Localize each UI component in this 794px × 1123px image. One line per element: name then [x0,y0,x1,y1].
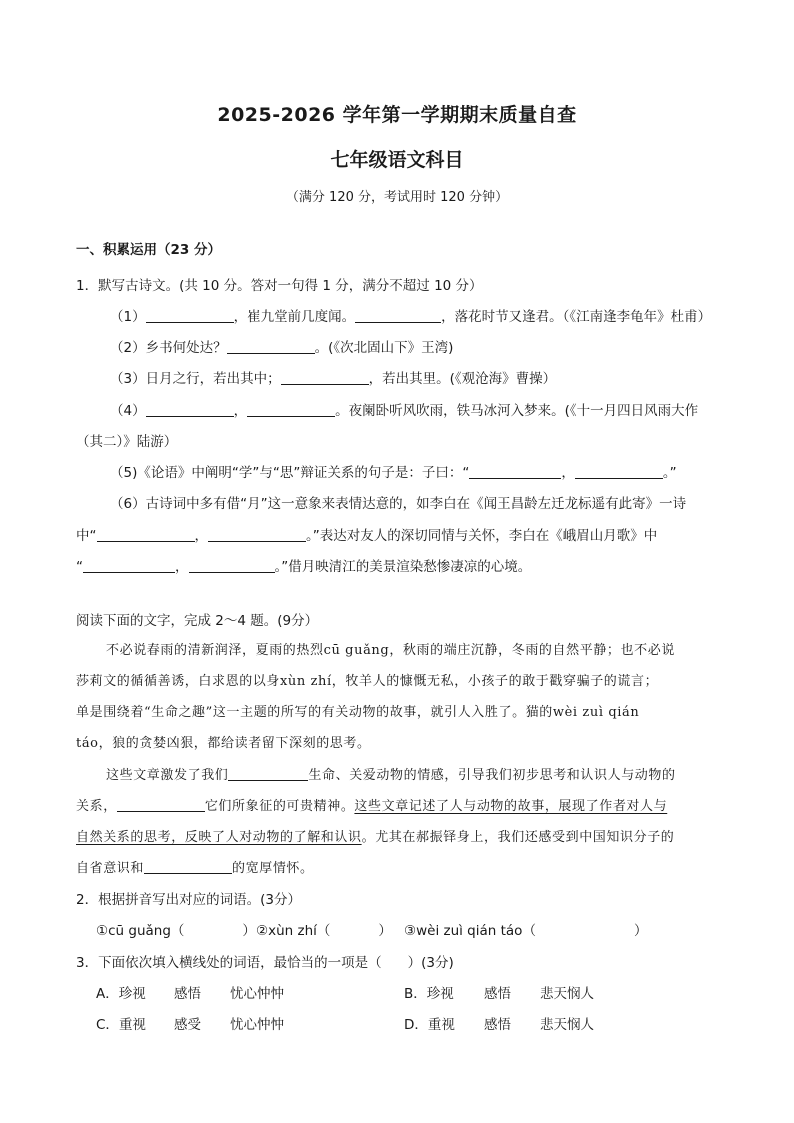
option-letter: C． [96,1017,119,1033]
q1-sub2 [110,338,453,358]
answer-blank[interactable] [227,339,315,354]
q3-stem-a: 3．下面依次填入横线处的词语，最恰当的一项是（ [76,955,382,971]
option-word: 忧心忡忡 [230,1017,284,1033]
q2-stem: 2．根据拼音写出对应的词语。(3分） [76,892,301,908]
option-word: 感悟 [484,1017,511,1033]
q1-sub6-c: “ [76,559,83,575]
q2-item-b [256,921,392,941]
q2-item-b-label: ②xùn zhí（ [256,923,331,939]
q1-sub4 [110,401,698,421]
q1-sub4-end: 。夜阑卧听风吹雨，铁马冰河入梦来。(《十一月四日风雨大作 [335,403,699,419]
q1-sub4-cont: （其二）》陆游） [76,434,178,450]
q3-option-a[interactable] [96,984,146,1004]
q1-sub2-b: 。(《次北固山下》王湾) [314,340,454,356]
q1-sub1-num: （1） [110,309,146,325]
exam-note: （满分 120 分，考试用时 120 分钟） [285,190,509,205]
q2-item-a-label: ①cū guǎng（ [96,923,185,939]
passage-p2-line4 [76,859,314,879]
q2-item-c [404,921,647,941]
answer-blank[interactable] [228,766,308,781]
answer-blank[interactable] [189,558,275,573]
answer-blank[interactable] [144,859,232,874]
passage-p1-line1: 不必说春雨的清新润泽，夏雨的热烈cū guǎng，秋雨的端庄沉静，冬雨的自然平静；也不必说 [106,643,675,658]
q1-sub6-b: 。”表达对友人的深切同情与关怀，李白在《峨眉山月歌》中 [306,528,658,544]
answer-blank[interactable] [281,370,369,385]
q2-item-a [96,921,256,941]
underlined-sentence: 这些文章记述了人与动物的故事，展现了作者对人与 [354,799,668,814]
passage-p2-text: 。尤其在郝振铎身上，我们还感受到中国知识分子的 [361,830,675,845]
q1-sub2-a: （2）乡书何处达？ [110,340,227,356]
answer-blank[interactable] [575,464,663,479]
option-word: 珍视 [426,986,454,1002]
q1-sub6-d: 。”借月映清江的美景渲染愁惨凄凉的心境。 [274,559,532,575]
option-letter: B． [404,986,427,1002]
passage-p2-text: 它们所象征的可贵精神。 [204,799,355,814]
q1-sub5 [110,463,677,483]
passage-p2-text: 自省意识和 [76,861,145,876]
section-heading: 一、积累运用（23 分） [76,242,221,258]
passage-p2-line3 [76,828,674,848]
option-letter: D． [404,1017,428,1033]
passage-p2-text: 关系， [76,799,117,814]
option-word: 重视 [427,1017,455,1033]
q3-option-b[interactable] [404,984,454,1004]
q3-stem [76,953,454,973]
underlined-sentence: 自然关系的思考，反映了人对动物的了解和认识 [76,830,362,845]
q2-item-a-close: ） [242,923,256,939]
q1-sub3-a: （3）日月之行，若出其中； [110,371,281,387]
option-word: 感悟 [484,986,511,1002]
reading-intro: 阅读下面的文字，完成 2～4 题。(9分） [76,613,319,629]
q1-sub3 [110,369,556,389]
q2-item-b-close: ） [378,923,392,939]
q2-item-c-label: ③wèi zuì qián táo（ [404,923,536,939]
q1-sub6-a: 中“ [76,528,97,544]
passage-p2-text: 这些文章激发了我们 [106,768,229,783]
option-word: 珍视 [118,986,146,1002]
q1-sub4-sep: ， [233,403,248,419]
option-letter: A． [96,986,119,1002]
q1-sub1-end: ，落花时节又逢君。（《江南逢李龟年》杜甫） [441,309,712,325]
passage-p2-text: 生命、关爱动物的情感，引导我们初步思考和认识人与动物的 [308,768,676,783]
q1-sub4-num: （4） [110,403,146,419]
passage-p1-line3: 单是围绕着“生命之趣”这一主题的所写的有关动物的故事，就引人入胜了。猫的wèi zuì qián [76,705,640,720]
q1-sub6-sep2: ， [175,559,189,575]
answer-blank[interactable] [469,464,561,479]
q1-sub3-b: ，若出其里。(《观沧海》曹操） [368,371,557,387]
q1-sub1-mid: ，崔九堂前几度闻。 [233,309,356,325]
passage-p2-line1 [106,766,676,786]
answer-blank[interactable] [247,402,335,417]
option-word: 感悟 [174,986,201,1002]
answer-blank[interactable] [355,308,441,323]
answer-blank[interactable] [208,527,306,542]
q1-sub5-a: （5)《论语》中阐明“学”与“思”辩证关系的句子是：子曰：“ [110,465,470,481]
q1-sub6-sep: ， [194,528,208,544]
q2-item-c-close: ） [633,923,648,939]
q1-sub1 [110,307,711,327]
q1-sub6-line3 [76,557,531,577]
passage-p2-text: 的宽厚情怀。 [232,861,314,876]
q1-sub6-line2 [76,526,657,546]
answer-blank[interactable] [146,308,234,323]
answer-blank[interactable] [97,527,195,542]
option-word: 重视 [118,1017,146,1033]
q1-sub5-end: 。” [662,465,677,481]
q3-option-c[interactable] [96,1015,146,1035]
q3-option-d[interactable] [404,1015,455,1035]
passage-p1-line4: táo，狼的贪婪凶狠，都给读者留下深刻的思考。 [76,736,371,751]
option-word: 悲天悯人 [540,1017,594,1033]
exam-subtitle: 七年级语文科目 [330,149,464,171]
q1-sub6-line1: （6）古诗词中多有借“月”这一意象来表情达意的，如李白在《闻王昌龄左迁龙标遥有此寄》一诗 [110,496,687,512]
exam-title: 2025-2026 学年第一学期期末质量自查 [217,104,577,126]
answer-blank[interactable] [117,797,205,812]
q3-stem-b: ）(3分) [407,955,454,971]
option-word: 悲天悯人 [540,986,594,1002]
q1-sub5-sep: ， [561,465,575,481]
answer-blank[interactable] [83,558,175,573]
q1-stem: 1．默写古诗文。(共 10 分。答对一句得 1 分，满分不超过 10 分） [76,278,483,294]
answer-blank[interactable] [146,402,234,417]
passage-p1-line2: 莎莉文的循循善诱，白求恩的以身xùn zhí，牧羊人的慷慨无私，小孩子的敢于戳穿骗子的谎言； [76,674,659,689]
option-word: 感受 [174,1017,201,1033]
passage-p2-line2 [76,797,667,817]
option-word: 忧心忡忡 [230,986,284,1002]
